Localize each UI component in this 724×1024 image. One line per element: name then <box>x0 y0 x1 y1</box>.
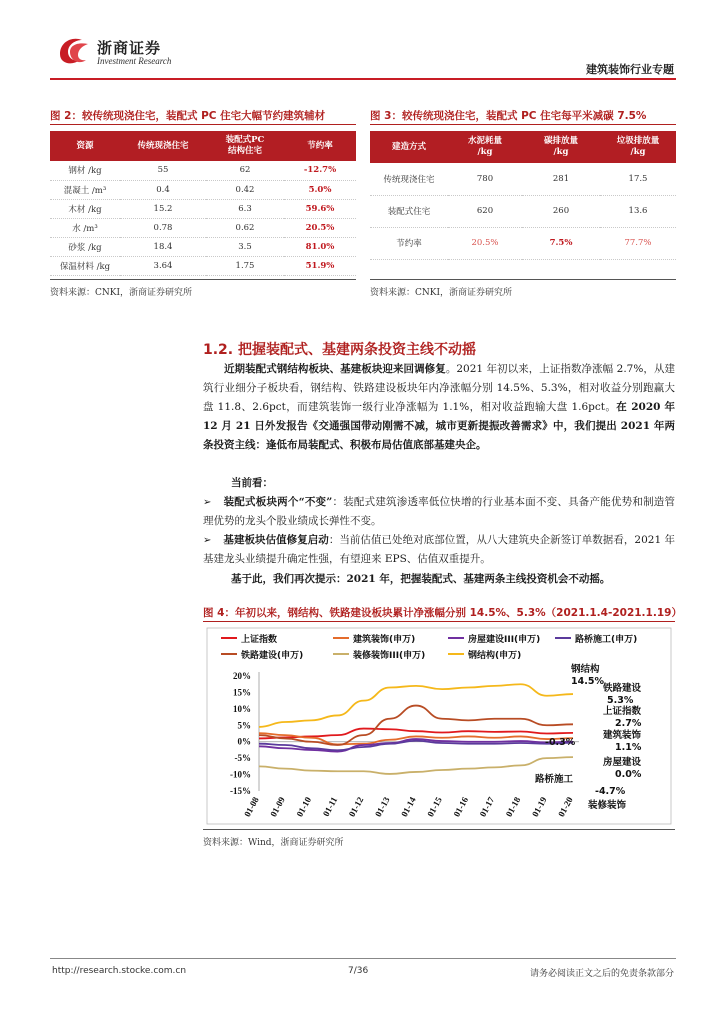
y-tick-label: -15% <box>230 786 251 796</box>
fig3-cell: 13.6 <box>600 195 676 227</box>
fig2-cell: 水 /m³ <box>50 218 120 237</box>
annotation-label: 钢结构 <box>571 664 600 675</box>
fig2-cell: 0.62 <box>206 218 284 237</box>
fig2-row <box>50 180 356 199</box>
bullet-arrow-icon: ➢ <box>203 535 212 546</box>
fig3-cell: 传统现浇住宅 <box>370 163 448 195</box>
section-paragraph-1 <box>203 360 675 455</box>
fig3-cell: 节约率 <box>370 227 448 259</box>
fig3-cell: 17.5 <box>600 163 676 195</box>
annotation-label: -4.7% <box>595 786 626 797</box>
fig2-cell: 5.0% <box>284 180 356 199</box>
fig3-row <box>370 195 676 227</box>
fig3-table <box>370 131 676 260</box>
x-tick-label: 01-08 <box>242 795 261 819</box>
fig2-cell: 18.4 <box>120 237 206 256</box>
fig2-cell: 51.9% <box>284 256 356 275</box>
annotation-value: 2.7% <box>615 718 642 729</box>
fig2-cell: 0.42 <box>206 180 284 199</box>
y-tick-label: -10% <box>230 769 251 780</box>
fig2-header-cell: 装配式PC 结构住宅 <box>206 131 284 161</box>
fig2-table <box>50 131 356 276</box>
legend-label: 铁路建设(申万) <box>241 651 304 661</box>
fig3-header-cell: 建造方式 <box>370 131 448 163</box>
fig4-chart <box>203 626 675 826</box>
annotation-value: 0.0% <box>615 769 642 780</box>
bullet-infra: ➢ 基建板块估值修复启动：当前估值已处绝对底部位置，从八大建筑央企新签订单数据看，2021 年基建龙头业绩提升确定性强，有望迎来 EPS、估值双重提升。 <box>203 534 676 565</box>
x-tick-label: 01-15 <box>425 795 444 819</box>
legend-label: 建筑装饰(申万) <box>353 635 416 645</box>
fig4-title-rule <box>203 621 675 622</box>
fig2-row <box>50 218 356 237</box>
fig2-cell: 木材 /kg <box>50 199 120 218</box>
fig3-cell: 780 <box>448 163 522 195</box>
fig3-source: 资料来源：CNKI，浙商证券研究所 <box>370 288 513 298</box>
p1-body: 。2021 年初以来，上证指数净涨幅 2.7%，从建筑行业细分子板块看，钢结构、铁路建设板块年内净涨幅分别 14.5%、5.3%，相对收益分别跑赢大盘 11.8、2.6pct，而建筑装饰一级行业净涨幅为 1.1%，相对收益跑输大盘 1.6pct。 <box>203 363 676 413</box>
fig2-row <box>50 199 356 218</box>
x-tick-label: 01-17 <box>477 795 497 819</box>
fig4-source-rule <box>203 829 675 830</box>
x-tick-label: 01-20 <box>556 795 575 819</box>
conclusion: 基于此，我们再次提示：2021 年，把握装配式、基建两条主线投资机会不动摇。 <box>231 573 611 585</box>
header-rule <box>50 78 676 80</box>
bullet-arrow-icon: ➢ <box>203 497 212 508</box>
fig2-source: 资料来源：CNKI，浙商证券研究所 <box>50 288 193 298</box>
footer-url[interactable]: http://research.stocke.com.cn <box>52 966 187 976</box>
annotation-label: 房屋建设 <box>603 757 642 768</box>
section-title: 1.2. 把握装配式、基建两条投资主线不动摇 <box>203 342 476 358</box>
x-tick-label: 01-12 <box>346 795 366 819</box>
y-tick-label: 10% <box>233 703 251 714</box>
x-tick-label: 01-14 <box>399 795 418 819</box>
fig2-cell: -12.7% <box>284 161 356 180</box>
fig3-header-cell: 垃圾排放量 /kg <box>600 131 676 163</box>
fig2-row <box>50 237 356 256</box>
fig2-cell: 15.2 <box>120 199 206 218</box>
x-tick-label: 01-10 <box>294 795 314 819</box>
now-label: 当前看： <box>231 477 273 489</box>
y-tick-label: 15% <box>233 687 251 698</box>
fig2-cell: 钢材 /kg <box>50 161 120 180</box>
legend-label: 路桥施工(申万) <box>575 635 638 645</box>
fig2-cell: 保温材料 /kg <box>50 256 120 275</box>
fig2-cell: 59.6% <box>284 199 356 218</box>
annotation-value: 路桥施工 <box>535 774 574 785</box>
annotation-value: 装修装饰 <box>588 800 627 811</box>
footer-disclaimer: 请务必阅读正文之后的免责条款部分 <box>529 969 674 979</box>
fig2-header-cell: 资源 <box>50 131 120 161</box>
fig3-row <box>370 163 676 195</box>
fig2-source-rule <box>50 279 356 280</box>
p1-lead-bold: 近期装配式钢结构板块、基建板块迎来回调修复 <box>224 363 446 375</box>
annotation-label: -0.3% <box>545 737 576 748</box>
fig3-cell: 620 <box>448 195 522 227</box>
x-tick-label: 01-09 <box>268 795 287 819</box>
fig2-row <box>50 256 356 275</box>
y-tick-label: 5% <box>237 720 251 731</box>
fig2-cell: 62 <box>206 161 284 180</box>
logo-en-text: Investment Research <box>97 56 172 66</box>
p1-tail-bold: 在 2020 年 12 月 21 日外发报告《交通强国带动刚需不减，城市更新提振改善需求》中，我们提出 2021 年两条投资主线：逢低布局装配式、积极布局估值底部基建央企。 <box>203 401 675 451</box>
fig3-cell: 7.5% <box>522 227 600 259</box>
fig3-row <box>370 227 676 259</box>
fig2-cell: 0.4 <box>120 180 206 199</box>
x-tick-label: 01-11 <box>320 795 340 819</box>
fig2-cell: 0.78 <box>120 218 206 237</box>
fig2-cell: 6.3 <box>206 199 284 218</box>
bullet-prefab: ➢ 装配式板块两个“不变”：装配式建筑渗透率低位快增的行业基本面不变、具备产能优势和制造管理优势的龙头个股业绩成长弹性不变。 <box>203 496 675 527</box>
fig2-cell: 3.64 <box>120 256 206 275</box>
y-tick-label: -5% <box>234 753 251 764</box>
fig3-cell: 77.7% <box>600 227 676 259</box>
fig3-cell: 281 <box>522 163 600 195</box>
logo-mark-icon <box>56 34 92 66</box>
x-tick-label: 01-19 <box>529 795 549 819</box>
fig2-cell: 砂浆 /kg <box>50 237 120 256</box>
fig3-title: 图 3：较传统现浇住宅，装配式 PC 住宅每平米减碳 7.5% <box>370 110 647 122</box>
annotation-value: 1.1% <box>615 742 642 753</box>
annotation-value: 5.3% <box>607 695 634 706</box>
fig4-source: 资料来源：Wind，浙商证券研究所 <box>203 838 344 848</box>
fig2-cell: 20.5% <box>284 218 356 237</box>
annotation-label: 铁路建设 <box>603 683 642 694</box>
fig2-header-cell: 节约率 <box>284 131 356 161</box>
fig3-source-rule <box>370 279 676 280</box>
fig3-cell: 20.5% <box>448 227 522 259</box>
fig2-cell: 3.5 <box>206 237 284 256</box>
legend-label: 房屋建设III(申万) <box>468 635 541 645</box>
legend-label: 装修装饰III(申万) <box>353 651 426 661</box>
footer-page-number: 7/36 <box>348 966 369 976</box>
fig2-cell: 81.0% <box>284 237 356 256</box>
fig2-title-rule <box>50 124 356 125</box>
legend-label: 上证指数 <box>241 635 278 645</box>
annotation-label: 建筑装饰 <box>603 730 642 741</box>
fig2-header-cell: 传统现浇住宅 <box>120 131 206 161</box>
y-tick-label: 0% <box>237 736 251 747</box>
fig4-title: 图 4：年初以来，钢结构、铁路建设板块累计净涨幅分别 14.5%、5.3%（2021.1.4-2021.1.19） <box>203 607 682 619</box>
fig2-title: 图 2：较传统现浇住宅，装配式 PC 住宅大幅节约建筑辅材 <box>50 110 326 122</box>
x-tick-label: 01-18 <box>503 795 523 819</box>
y-tick-label: 20% <box>233 671 251 681</box>
fig2-row <box>50 161 356 180</box>
logo-cn-text: 浙商证券 <box>97 39 162 57</box>
footer-rule <box>50 958 676 959</box>
x-tick-label: 01-16 <box>451 795 471 819</box>
x-tick-label: 01-13 <box>372 795 392 819</box>
fig3-header-cell: 碳排放量 /kg <box>522 131 600 163</box>
fig2-cell: 55 <box>120 161 206 180</box>
fig3-cell: 装配式住宅 <box>370 195 448 227</box>
header-section-title: 建筑装饰行业专题 <box>586 63 674 76</box>
fig3-cell: 260 <box>522 195 600 227</box>
fig2-cell: 混凝土 /m³ <box>50 180 120 199</box>
series-line <box>259 757 573 774</box>
fig3-header-cell: 水泥耗量 /kg <box>448 131 522 163</box>
legend-label: 钢结构(申万) <box>468 651 522 661</box>
fig2-cell: 1.75 <box>206 256 284 275</box>
annotation-value: 14.5% <box>571 676 604 687</box>
annotation-label: 上证指数 <box>603 706 642 717</box>
fig3-title-rule <box>370 124 676 125</box>
